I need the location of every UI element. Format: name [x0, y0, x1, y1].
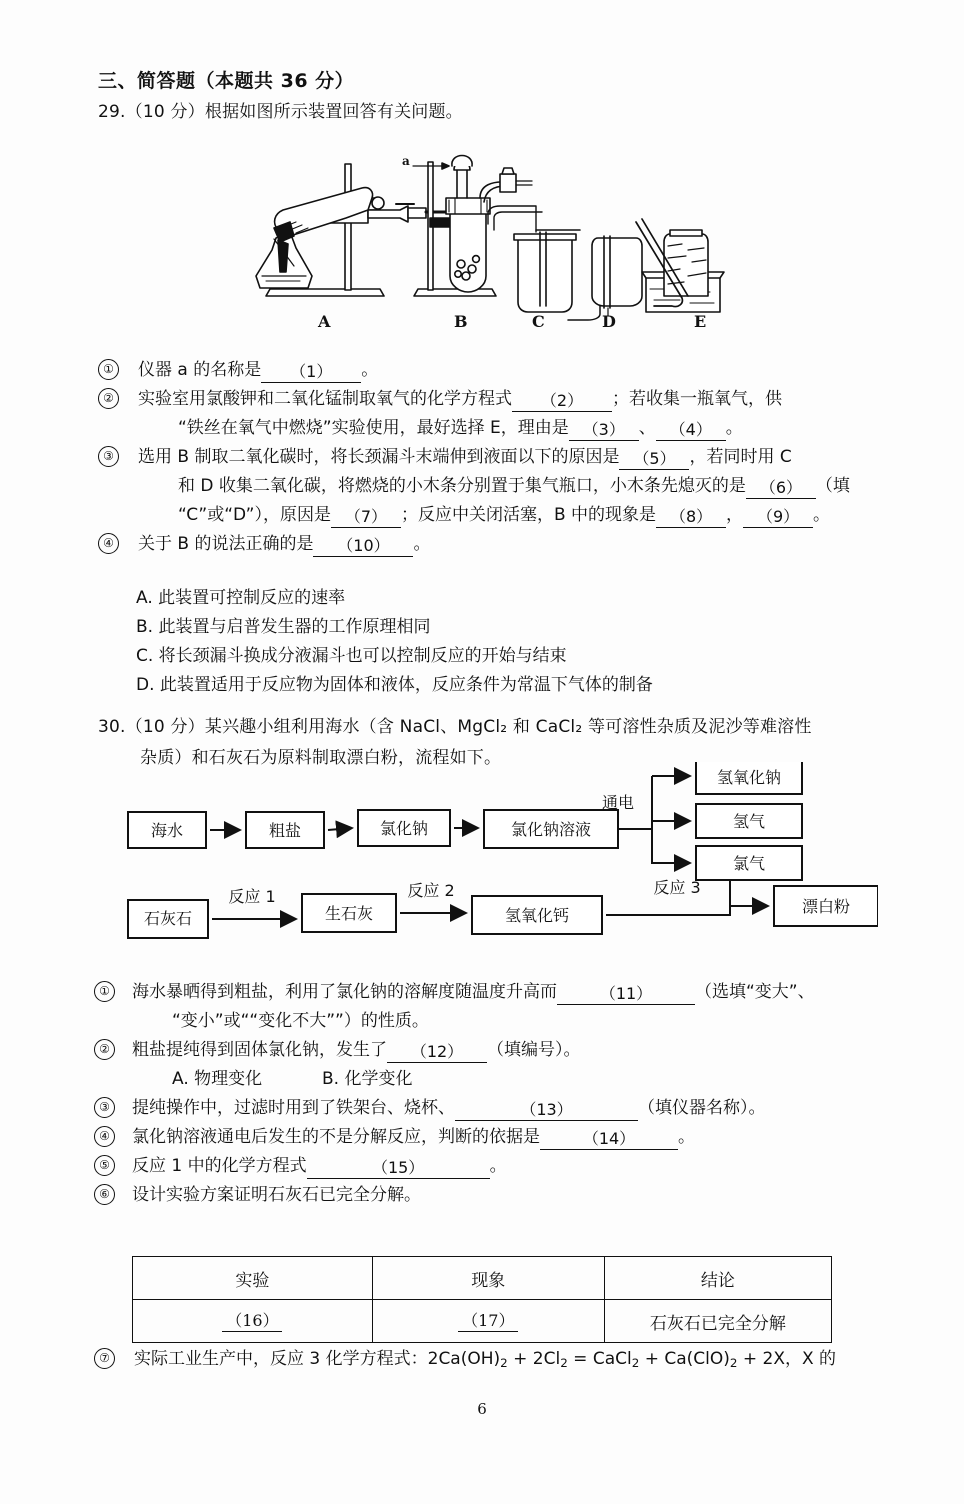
flow-node-crude-salt: 粗盐	[268, 821, 302, 840]
section-heading: 三、简答题（本题共 36 分）	[98, 70, 355, 92]
flow-node-calcium-hydroxide: 氢氧化钙	[504, 906, 570, 925]
q29-item-1	[98, 356, 898, 385]
q29-blank-1[interactable]: （1）	[261, 362, 361, 383]
q30-blank-13[interactable]: （13）	[455, 1100, 638, 1121]
flow-node-limestone: 石灰石	[143, 909, 193, 928]
q29-item-3-sep2: ，	[726, 505, 744, 525]
q29-item-4-text-b: 。	[413, 534, 431, 554]
q29-blank-9[interactable]: （9）	[743, 507, 813, 528]
q29-option-c[interactable]: C. 将长颈漏斗换成分液漏斗也可以控制反应的开始与结束	[136, 646, 567, 666]
formula-sub-3: 2	[631, 1355, 640, 1370]
page-number: 6	[477, 1400, 487, 1418]
q29-blank-3[interactable]: （3）	[569, 420, 639, 441]
table-row	[133, 1300, 832, 1343]
q29-item-4	[98, 530, 898, 559]
question-30-final-item	[94, 1345, 914, 1378]
q30-item-1-text-a: 海水暴晒得到粗盐，利用了氯化钠的溶解度随温度升高而	[132, 982, 557, 1002]
question-29-sublist	[98, 356, 898, 559]
q30-option-a[interactable]: A. 物理变化	[172, 1069, 263, 1089]
flow-edge-reaction-2: 反应 2	[407, 881, 455, 900]
figure-label-d: D	[602, 312, 616, 331]
q29-item-2-text-b: ；若收集一瓶氧气，供	[612, 389, 782, 409]
circled-number-3: ③	[94, 1097, 115, 1118]
q29-option-d[interactable]: D. 此装置适用于反应物为固体和液体，反应条件为常温下气体的制备	[136, 675, 653, 695]
figure-label-e: E	[694, 312, 707, 331]
q29-item-3-text-d: （填	[815, 476, 850, 496]
q30-blank-11[interactable]: （11）	[557, 984, 695, 1005]
q30-blank-12[interactable]: （12）	[387, 1042, 487, 1063]
table-header-experiment: 实验	[133, 1257, 373, 1300]
production-flowchart	[118, 762, 878, 962]
q30-blank-17[interactable]: （17）	[458, 1311, 518, 1332]
q29-item-3-text-a: 选用 B 制取二氧化碳时，将长颈漏斗末端伸到液面以下的原因是	[138, 447, 620, 467]
q30-item-7	[94, 1345, 914, 1378]
circled-number-5: ⑤	[94, 1155, 115, 1176]
q30-item-1-line-2: “变小”或““变化不大””）的性质。	[172, 1011, 429, 1031]
q29-item-2-text-a: 实验室用氯酸钾和二氧化锰制取氧气的化学方程式	[138, 389, 512, 409]
q30-stem-line-2: 杂质）和石灰石为原料制取漂白粉，流程如下。	[140, 748, 502, 768]
question-29-options	[98, 584, 898, 700]
q30-item-3-text-b: （填仪器名称）。	[638, 1098, 766, 1118]
q30-item-5-text-b: 。	[489, 1156, 507, 1176]
q30-item-6-text: 设计实验方案证明石灰石已完全分解。	[132, 1185, 421, 1205]
q30-item-6	[94, 1181, 904, 1210]
circled-number-1: ①	[98, 359, 119, 380]
figure-label-c: C	[532, 312, 545, 331]
q30-item-7-text-c: = CaCl	[567, 1349, 632, 1369]
q30-stem-line-1: 30.（10 分）某兴趣小组利用海水（含 NaCl、MgCl₂ 和 CaCl₂ 等可溶性杂质及泥沙等难溶性	[98, 717, 812, 737]
q29-item-2-sep: 、	[638, 418, 656, 438]
formula-sub-2: 2	[560, 1355, 568, 1370]
q29-blank-4[interactable]: （4）	[656, 420, 726, 441]
table-header-conclusion: 结论	[604, 1257, 831, 1300]
q29-item-1-text-a: 仪器 a 的名称是	[138, 360, 262, 380]
q29-item-3-text-e: “C”或“D”），原因是	[178, 505, 331, 525]
q29-item-3-text-b: ，若同时用 C	[689, 447, 792, 467]
table-header-row	[133, 1257, 832, 1300]
flow-node-quicklime: 生石灰	[324, 904, 374, 923]
q29-item-3-text-g: 。	[813, 505, 831, 525]
q30-blank-14[interactable]: （14）	[540, 1129, 678, 1150]
apparatus-figure	[250, 126, 730, 341]
q29-blank-2[interactable]: （2）	[512, 391, 612, 412]
q29-blank-8[interactable]: （8）	[656, 507, 726, 528]
q29-blank-10[interactable]: （10）	[313, 536, 413, 557]
q29-option-b[interactable]: B. 此装置与启普发生器的工作原理相同	[136, 617, 431, 637]
question-29-stem: 29.（10 分）根据如图所示装置回答有关问题。	[98, 102, 463, 122]
circled-number-6: ⑥	[94, 1184, 115, 1205]
question-30-sublist	[94, 978, 904, 1210]
q30-blank-15[interactable]: （15）	[307, 1158, 490, 1179]
q29-item-3	[98, 443, 898, 530]
flow-node-bleaching-powder: 漂白粉	[801, 897, 851, 916]
q30-blank-16[interactable]: （16）	[222, 1311, 282, 1332]
flow-edge-reaction-1: 反应 1	[228, 887, 276, 906]
circled-number-3: ③	[98, 446, 119, 467]
q30-item-1-text-b: （选填“变大”、	[695, 982, 815, 1002]
q29-blank-6[interactable]: （6）	[746, 478, 816, 499]
circled-number-1: ①	[94, 981, 115, 1002]
q30-item-7-text-a: 实际工业生产中，反应 3 化学方程式：2Ca(OH)	[134, 1349, 501, 1369]
flow-node-chlorine: 氯气	[732, 854, 766, 873]
figure-label-b: B	[454, 312, 468, 331]
experiment-table	[132, 1256, 832, 1343]
q30-item-4-text-b: 。	[678, 1127, 695, 1147]
q30-item-5	[94, 1152, 904, 1181]
q30-item-7-text-b: + 2Cl	[507, 1349, 561, 1369]
circled-number-4: ④	[98, 533, 119, 554]
q30-item-1	[94, 978, 904, 1036]
q30-item-2	[94, 1036, 904, 1094]
table-cell-phenomenon[interactable]	[372, 1300, 604, 1343]
q30-item-4	[94, 1123, 904, 1152]
q29-item-3-text-f: ；反应中关闭活塞，B 中的现象是	[400, 505, 657, 525]
flow-edge-reaction-3: 反应 3	[653, 878, 701, 897]
flow-edge-electrolysis: 通电	[601, 793, 635, 812]
circled-number-2: ②	[98, 388, 119, 409]
flow-node-nacl-solution: 氯化钠溶液	[510, 820, 592, 839]
formula-sub-4: 2	[729, 1355, 738, 1370]
q30-item-2-text-a: 粗盐提纯得到固体氯化钠，发生了	[132, 1040, 387, 1060]
q29-blank-5[interactable]: （5）	[619, 449, 689, 470]
q30-item-3-text-a: 提纯操作中，过滤时用到了铁架台、烧杯、	[132, 1098, 455, 1118]
q30-item-4-text-a: 氯化钠溶液通电后发生的不是分解反应，判断的依据是	[132, 1127, 540, 1147]
q29-item-1-text-b: 。	[361, 360, 379, 380]
table-cell-conclusion: 石灰石已完全分解	[604, 1300, 831, 1343]
q29-item-3-text-c: 和 D 收集二氧化碳，将燃烧的小木条分别置于集气瓶口，小木条先熄灭的是	[178, 476, 746, 496]
figure-label-a: A	[318, 312, 331, 331]
q29-item-2-text-d: 。	[725, 418, 743, 438]
circled-number-4: ④	[94, 1126, 115, 1147]
q29-item-2-text-c: “铁丝在氧气中燃烧”实验使用，最好选择 E，理由是	[178, 418, 569, 438]
figure-part-label-a: a	[402, 154, 410, 168]
q29-item-4-text-a: 关于 B 的说法正确的是	[138, 534, 314, 554]
q30-option-b[interactable]: B. 化学变化	[322, 1069, 413, 1089]
q29-option-a[interactable]: A. 此装置可控制反应的速率	[136, 588, 346, 608]
circled-number-7: ⑦	[94, 1348, 115, 1369]
flow-node-naoh: 氢氧化钠	[716, 768, 782, 787]
q30-item-5-text-a: 反应 1 中的化学方程式	[132, 1156, 307, 1176]
flow-node-nacl: 氯化钠	[379, 819, 429, 838]
q30-item-3	[94, 1094, 904, 1123]
q30-item-2-text-b: （填编号）。	[487, 1040, 581, 1060]
q29-blank-7[interactable]: （7）	[331, 507, 401, 528]
table-header-phenomenon: 现象	[372, 1257, 604, 1300]
q30-item-7-text-d: + Ca(ClO)	[639, 1349, 730, 1369]
formula-sub-1: 2	[500, 1355, 508, 1370]
flow-node-seawater: 海水	[150, 821, 184, 840]
q30-item-7-text-e: + 2X，X 的	[737, 1349, 837, 1369]
q29-item-2	[98, 385, 898, 443]
circled-number-2: ②	[94, 1039, 115, 1060]
flow-node-hydrogen: 氢气	[732, 812, 766, 831]
table-cell-experiment[interactable]	[133, 1300, 373, 1343]
